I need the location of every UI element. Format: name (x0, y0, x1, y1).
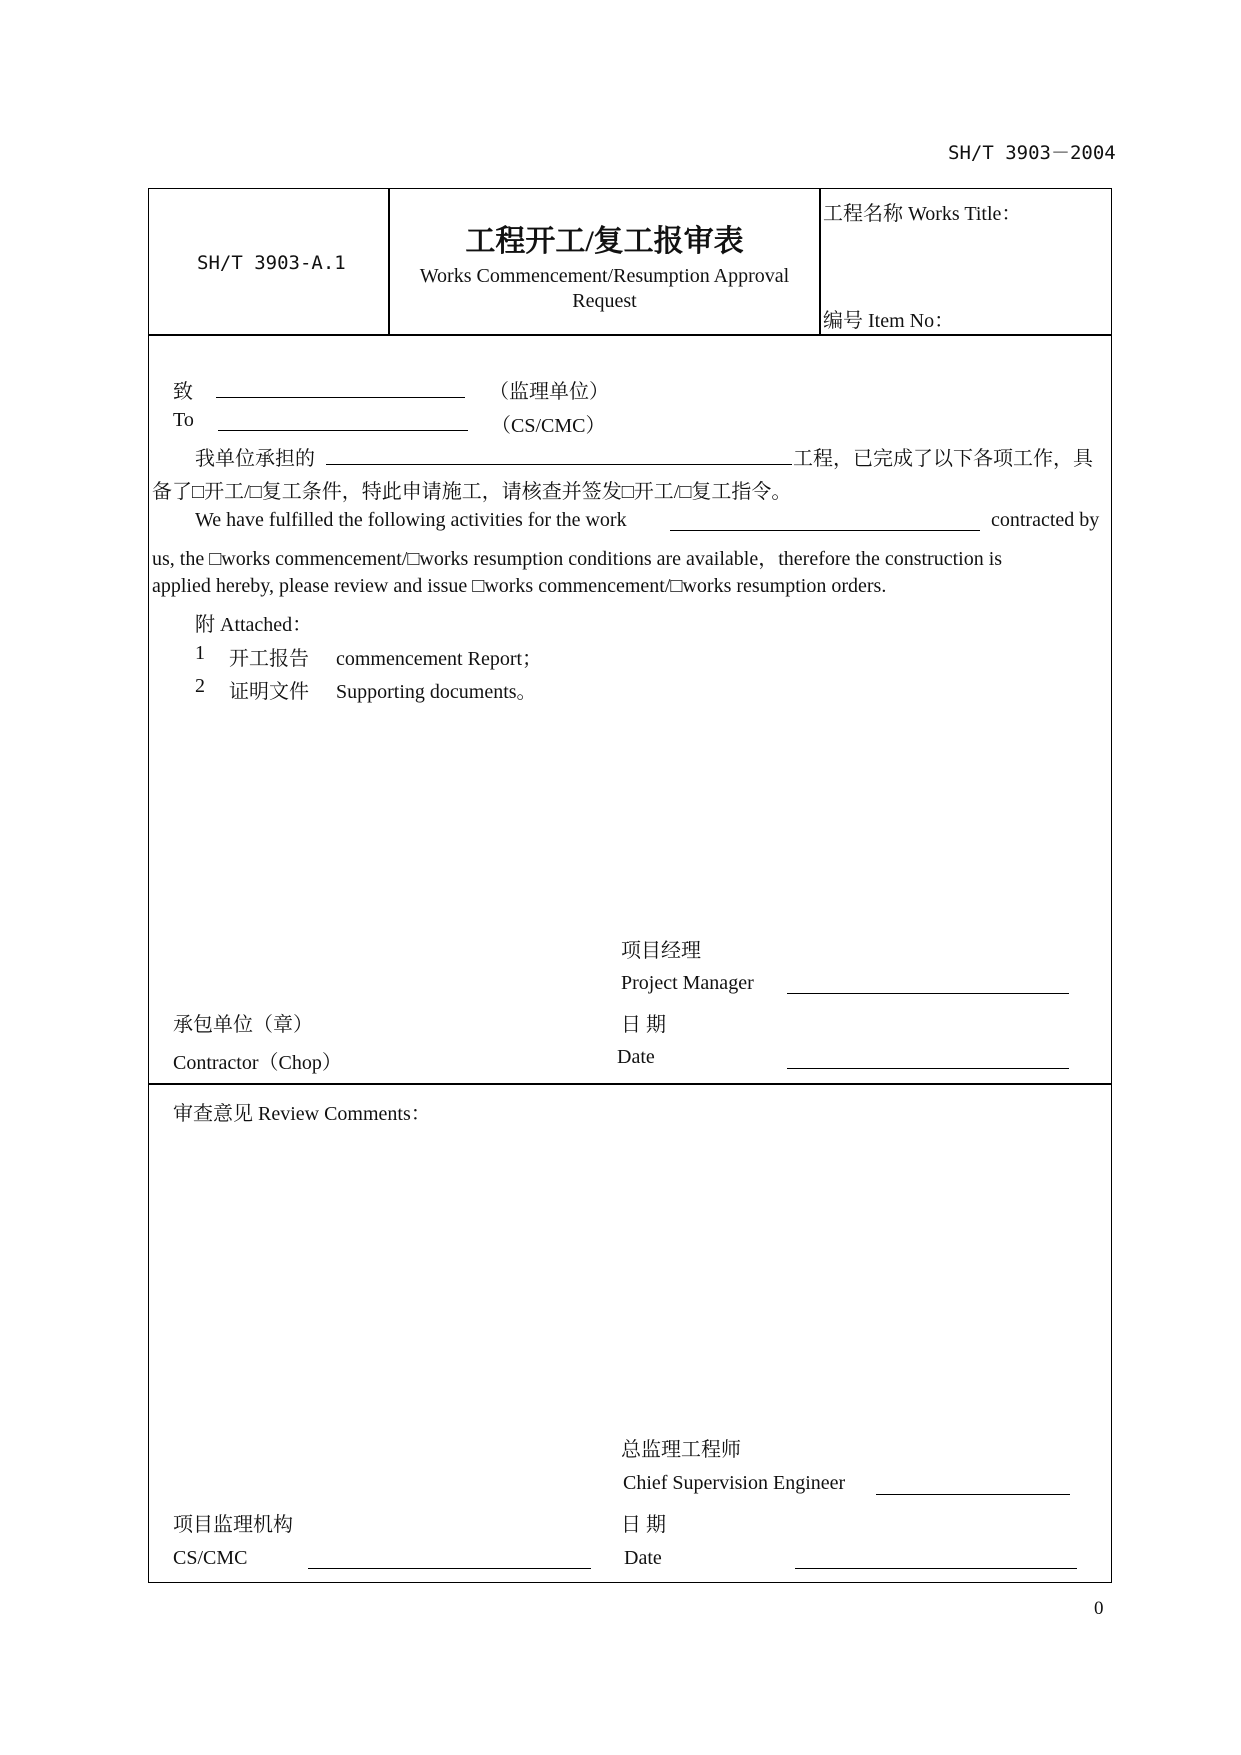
para-en-line3: applied hereby, please review and issue □works commencement/□works resumption orders. (152, 575, 887, 597)
form-title-cn: 工程开工/复工报审表 (465, 225, 744, 258)
para-en-part1: We have fulfilled the following activities for the work (195, 509, 627, 531)
date-cn-1: 日 期 (621, 1014, 666, 1036)
header-divider-right (819, 188, 821, 334)
project-manager-cn: 项目经理 (621, 940, 701, 962)
date-blank-1[interactable] (787, 1068, 1069, 1069)
works-title-label: 工程名称 Works Title： (823, 203, 1022, 225)
attached-label: 附 Attached： (195, 614, 313, 636)
form-title (390, 216, 819, 314)
para-cn-line2: 备了□开工/□复工条件，特此申请施工，请核查并签发□开工/□复工指令。 (152, 481, 792, 503)
form-title-en-line2: Request (572, 290, 637, 312)
attachment-1-en: commencement Report； (336, 648, 543, 670)
chief-engineer-signature-blank[interactable] (876, 1494, 1070, 1495)
date-blank-2[interactable] (795, 1568, 1077, 1569)
page-number: 0 (1094, 1598, 1104, 1619)
document-code: SH/T 3903－2004 (948, 142, 1116, 164)
para-en-part2: contracted by (991, 509, 1100, 531)
attachment-2-cn: 证明文件 (229, 681, 309, 703)
item-no-label: 编号 Item No： (823, 310, 955, 332)
contractor-en: Contractor（Chop） (173, 1052, 342, 1074)
attachment-1-num: 1 (195, 642, 205, 664)
review-comments-label: 审查意见 Review Comments： (173, 1103, 431, 1125)
to-cn-label: 致 (173, 381, 193, 403)
date-en-1: Date (617, 1046, 655, 1068)
project-manager-signature-blank[interactable] (787, 993, 1069, 994)
attachment-2-en: Supporting documents。 (336, 681, 537, 703)
para-cn-part1: 我单位承担的 (195, 448, 315, 470)
date-cn-2: 日 期 (621, 1514, 666, 1536)
supervision-org-blank[interactable] (308, 1568, 591, 1569)
form-code: SH/T 3903-A.1 (197, 252, 346, 274)
chief-supervision-engineer-cn: 总监理工程师 (621, 1439, 741, 1461)
para-cn-part2: 工程，已完成了以下各项工作，具 (793, 448, 1093, 470)
para-en-line2: us, the □works commencement/□works resumption conditions are available，therefore the construction is (152, 548, 1003, 570)
form-title-en-line1: Works Commencement/Resumption Approval (419, 265, 790, 287)
chief-supervision-engineer-en: Chief Supervision Engineer (623, 1472, 846, 1494)
supervision-org-en: CS/CMC (173, 1547, 248, 1569)
to-en-blank[interactable] (218, 430, 468, 431)
to-en-label: To (173, 409, 194, 431)
attachment-1-cn: 开工报告 (229, 648, 309, 670)
date-en-2: Date (624, 1547, 662, 1569)
header-bottom-divider (148, 334, 1112, 336)
to-en-suffix: （CS/CMC） (491, 415, 606, 437)
contractor-cn: 承包单位（章） (173, 1014, 313, 1036)
section-divider (148, 1083, 1112, 1085)
supervision-org-cn: 项目监理机构 (173, 1514, 293, 1536)
project-name-blank[interactable] (326, 464, 792, 465)
project-manager-en: Project Manager (621, 972, 754, 994)
work-name-blank[interactable] (670, 530, 980, 531)
attachment-2-num: 2 (195, 675, 205, 697)
to-cn-blank[interactable] (216, 397, 465, 398)
to-cn-suffix: （监理单位） (489, 381, 609, 403)
